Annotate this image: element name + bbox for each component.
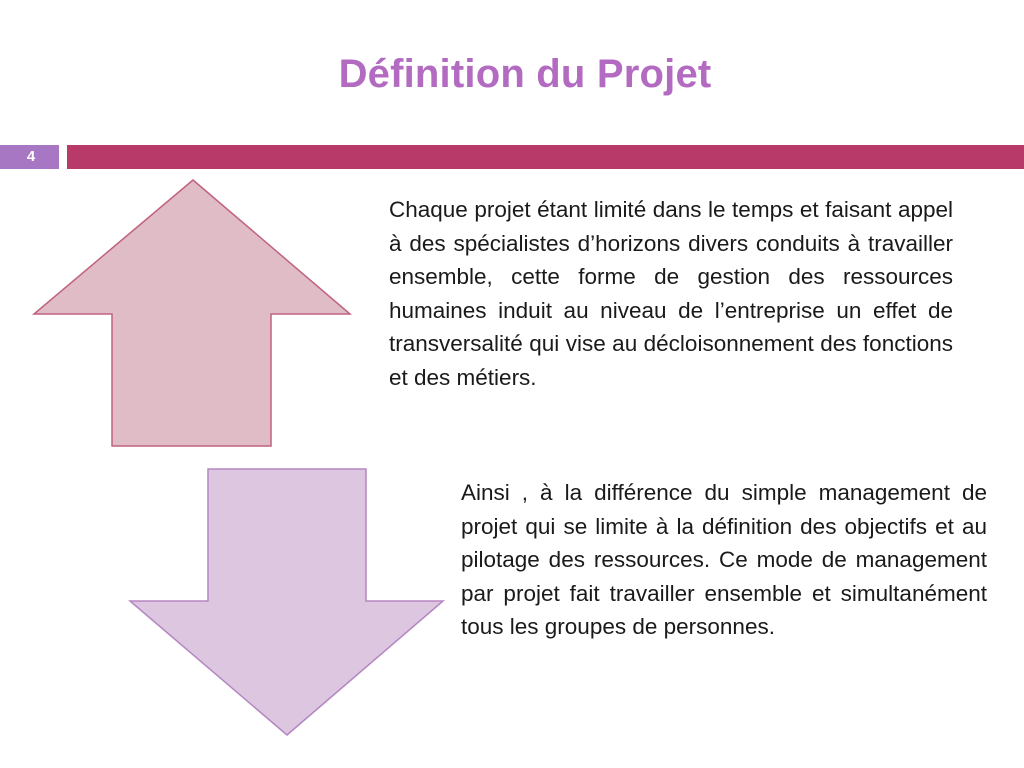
header-rule — [67, 145, 1024, 169]
arrow-down-shape — [130, 469, 443, 735]
body-paragraph-2: Ainsi , à la différence du simple management de projet qui se limite à la définition des objectifs et au pilotage des ressources. Ce mode de management par projet fait travailler ensemble et simultanément tous les groupes de personnes. — [461, 480, 987, 640]
body-paragraph-1: Chaque projet étant limité dans le temps et faisant appel à des spécialistes d’horizons divers conduits à travailler ensemble, cette forme de gestion des ressources humaines induit au niveau de l’entreprise un effet de transversalité qui vise au décloisonnement des fonctions et des métiers. — [389, 197, 953, 390]
arrow-down-icon — [125, 465, 449, 741]
arrow-up-icon — [30, 176, 356, 452]
slide-number: 4 — [26, 148, 36, 165]
slide-title: Définition du Projet — [338, 52, 712, 96]
arrow-up-shape — [34, 180, 350, 446]
